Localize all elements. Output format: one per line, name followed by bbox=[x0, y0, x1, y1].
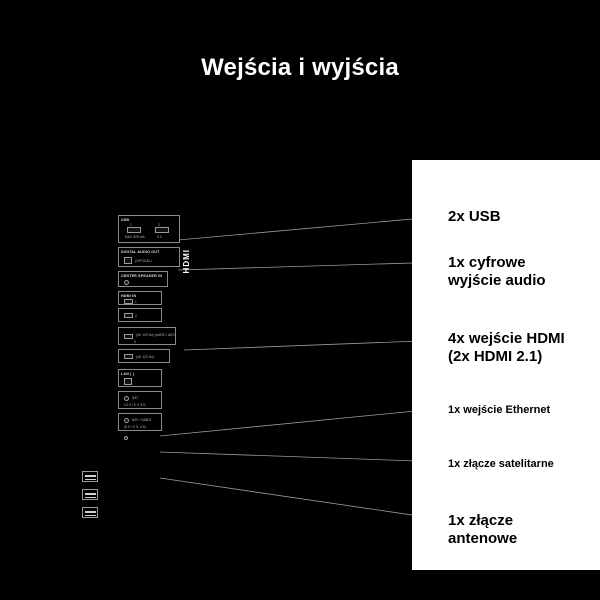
hdmi-port-3-block bbox=[118, 327, 176, 345]
usb-note-voltage: 5 V bbox=[157, 235, 163, 239]
hdmi-port-3-index: 3 bbox=[134, 340, 136, 344]
antenna-label: AIR / CABLE bbox=[132, 418, 152, 422]
usb-note-current: MAX 500 mA bbox=[125, 235, 145, 239]
usb-group-header: USB bbox=[121, 217, 130, 222]
tv-back-panel-drawing bbox=[118, 215, 298, 525]
lan-block bbox=[118, 369, 162, 387]
antenna-spec: (5 V / 0 V, 4 K) bbox=[124, 425, 147, 429]
antenna-port bbox=[124, 418, 129, 423]
callout-usb-line-1: 2x USB bbox=[448, 208, 501, 225]
usb-port-2-label: 2 bbox=[158, 223, 160, 227]
usb-port-1 bbox=[127, 227, 141, 233]
hdmi-port-2-index: 2 bbox=[135, 314, 137, 318]
speaker-terminal-3 bbox=[82, 507, 98, 518]
center-speaker-block bbox=[118, 271, 168, 287]
satellite-port bbox=[124, 396, 129, 401]
lan-port bbox=[124, 378, 132, 385]
page-title: Wejścia i wyjścia bbox=[201, 54, 399, 81]
callout-satellite-line-1: 1x złącze satelitarne bbox=[448, 458, 554, 470]
callout-audio-line-1: 1x cyfrowe bbox=[448, 254, 526, 271]
callout-usb bbox=[448, 208, 501, 226]
satellite-label: SAT bbox=[132, 396, 139, 400]
callout-ethernet bbox=[448, 404, 550, 417]
callout-satellite bbox=[448, 458, 554, 471]
callout-audio bbox=[448, 254, 546, 291]
antenna-block bbox=[118, 413, 162, 431]
hdmi-port-3-label: (4K 120 Hz) (eARC / ARC) bbox=[136, 333, 177, 337]
antenna-extra-port bbox=[124, 436, 128, 440]
hdmi-port-1 bbox=[124, 299, 133, 304]
satellite-spec: 13 V / 0 V, 4 K bbox=[124, 403, 146, 407]
usb-port-1-label: 1 bbox=[130, 223, 132, 227]
center-speaker-port bbox=[124, 280, 129, 285]
satellite-block bbox=[118, 391, 162, 409]
hdmi-port-1-block bbox=[118, 291, 162, 305]
callout-panel bbox=[412, 160, 600, 570]
optical-label: (OPTICAL) bbox=[135, 259, 152, 263]
callout-antenna bbox=[448, 512, 517, 549]
hdmi-in-label: HDMI IN bbox=[121, 293, 137, 298]
digital-audio-out-block bbox=[118, 247, 180, 267]
digital-audio-out-header: DIGITAL AUDIO OUT bbox=[121, 249, 160, 254]
callout-audio-line-2: wyjście audio bbox=[448, 272, 546, 290]
usb-group-block bbox=[118, 215, 180, 243]
hdmi-port-2 bbox=[124, 313, 133, 318]
hdmi-port-4-label: (4K 120 Hz) bbox=[136, 355, 155, 359]
callout-ethernet-line-1: 1x wejście Ethernet bbox=[448, 404, 551, 416]
optical-port bbox=[124, 257, 132, 264]
speaker-terminal-1 bbox=[82, 471, 98, 482]
callout-antenna-line-1: 1x złącze bbox=[448, 512, 514, 529]
hdmi-group-label: HDMI bbox=[182, 249, 191, 274]
hdmi-port-3 bbox=[124, 334, 133, 339]
callout-antenna-line-2: antenowe bbox=[448, 530, 518, 548]
callout-hdmi-line-1: 4x wejście HDMI bbox=[448, 330, 565, 347]
hdmi-port-2-block bbox=[118, 308, 162, 322]
hdmi-port-4-block bbox=[118, 349, 170, 363]
lan-header: LAN ( ) bbox=[121, 371, 135, 376]
usb-port-2 bbox=[155, 227, 169, 233]
hdmi-port-1-index: 1 bbox=[135, 300, 137, 304]
callout-hdmi bbox=[448, 330, 565, 367]
hdmi-port-4 bbox=[124, 354, 133, 359]
speaker-terminal-2 bbox=[82, 489, 98, 500]
callout-hdmi-line-2: (2x HDMI 2.1) bbox=[448, 348, 543, 366]
center-speaker-header: CENTER SPEAKER IN bbox=[121, 273, 163, 278]
